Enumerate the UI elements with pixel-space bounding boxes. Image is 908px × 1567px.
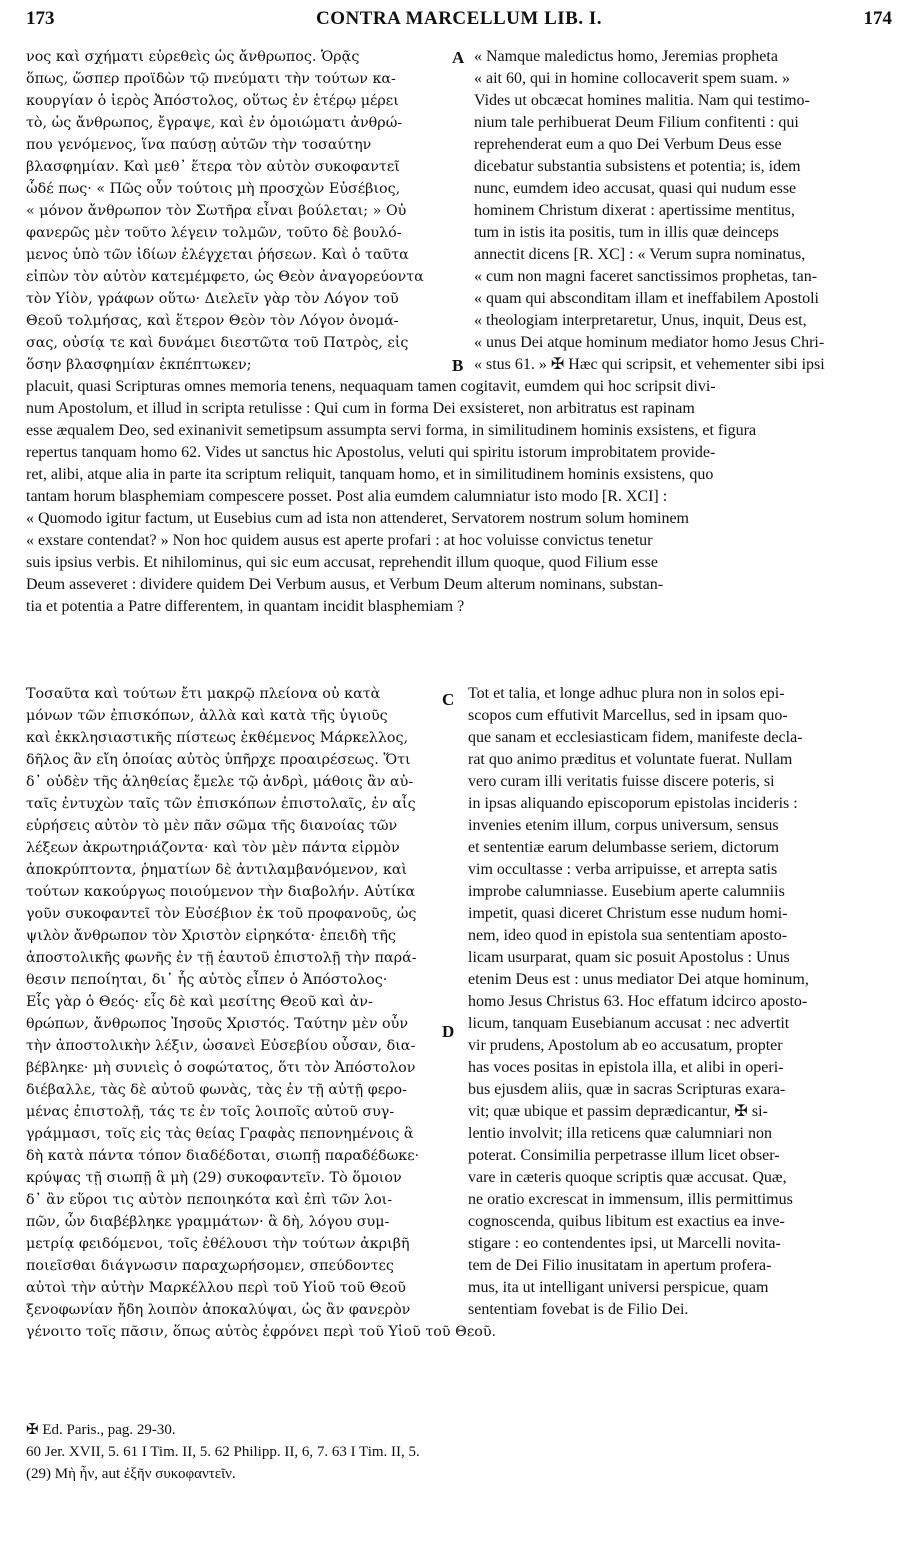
latin-line: repertus tanquam homo 62. Vides ut sanctus hic Apostolus, veluti qui spiritu istorum improbitatem provide- [26,444,716,461]
greek-line: « μόνον ἄνθρωπον τὸν Σωτῆρα εἶναι βούλεται; » Οὐ [26,203,407,219]
latin-line: tum in istis ita positis, tum in illis quæ deinceps [474,224,779,241]
latin-line: tia et potentia a Patre differentem, in quantam incidit blasphemiam ? [26,598,465,615]
margin-marker-a: A [452,48,465,67]
latin-line: poterat. Consimilia perpetrasse illum licet obser- [468,1147,780,1164]
latin-line: has voces positas in epistola illa, et alibi in operi- [468,1059,784,1076]
greek-line: σας, οὐσίᾳ τε καὶ δυνάμει διεστῶτα τοῦ Πατρὸς, εἰς [26,335,409,351]
latin-line: dicebatur substantia subsistens et potentia; is, idem [474,158,801,175]
latin-line: annectit dicens [R. XC] : « Verum supra nominatus, [474,246,806,263]
greek-line: ποιεῖσθαι διάγνωσιν παραχωρήσομεν, σπεύδοντες [26,1258,394,1274]
latin-line: suis ipsius verbis. Et nihilominus, qui sic eum accusat, reprehendit illum quoque, quod Filium esse [26,554,658,571]
greek-line: μενος ὑπὸ τῶν ἰδίων ἐλέγχεται ῥήσεων. Καὶ ὁ ταῦτα [26,247,409,263]
greek-line: τούτων κακούργως ποιούμενον τὴν διαβολήν. Αὐτίκα [26,884,416,900]
latin-line: improbe calumniasse. Eusebium aperte calumniis [468,883,785,900]
greek-line: βέβληκε· μὴ συνιεὶς ὁ σοφώτατος, ὅτι τὸν Ἀπόστολον [26,1060,416,1076]
greek-line: Τοσαῦτα καὶ τούτων ἔτι μακρῷ πλείονα οὐ κατὰ [26,686,381,702]
latin-line: vit; quæ ubique et passim deprædicantur, ✠ si- [468,1103,768,1120]
latin-line: hominem Christum dixerat : apertissime mentitus, [474,202,795,219]
greek-line: ταῖς ἐντυχὼν ταῖς τῶν ἐπισκόπων ἐπιστολαῖς, ἐν αἷς [26,796,416,812]
greek-line: καὶ ἐκκλησιαστικῆς πίστεως ἐκθέμενος Μάρκελλος, [26,730,409,746]
latin-line: mus, ita ut intelligant universi perspicue, quam [468,1279,769,1296]
latin-line: scopos cum effutivit Marcellus, sed in ipsam quo- [468,707,788,724]
greek-line: φανερῶς μὲν τοῦτο λέγειν τολμῶν, τοῦτο δὲ βουλό- [26,225,402,241]
latin-line: « stus 61. » ✠ Hæc qui scripsit, et vehementer sibi ipsi [474,356,825,373]
latin-line: et sententiæ earum delumbasse seriem, dictorum [468,839,780,856]
latin-line: que sanam et ecclesiasticam fidem, manifeste decla- [468,729,803,746]
running-title: CONTRA MARCELLUM LIB. I. [316,8,602,29]
latin-line: rat quo animo præditus et voluntate fuerat. Nullam [468,751,793,768]
latin-line: « Quomodo igitur factum, ut Eusebius cum ad ista non attenderet, Servatorem nostrum solum hominem [26,510,689,527]
latin-line: reprehenderat eum a quo Dei Verbum Deus esse [474,136,782,153]
latin-line: « unus Dei atque hominum mediator homo Jesus Chri- [474,334,825,351]
latin-line: « ait 60, qui in homine collocaverit spem suam. » [474,70,790,87]
greek-line: ξενοφωνίαν ἤδη λοιπὸν ἀποκαλύψαι, ὡς ἂν φανερὸν [26,1302,411,1318]
greek-line: δὴ κατὰ πάντα τόπον διαδέδοται, σιωπῇ παραδέδωκε· [26,1148,420,1164]
greek-line: μόνων τῶν ἐπισκόπων, ἀλλὰ καὶ κατὰ τῆς ὑγιοῦς [26,708,388,724]
greek-line: μένας ἐπιστολῇ, τάς τε ἐν τοῖς λοιποῖς αὐτοῦ συγ- [26,1104,395,1120]
margin-marker-b: B [452,356,464,375]
greek-column-top [26,46,452,376]
greek-line: ἀποκρύπτοντα, ῥηματίων δὲ ἀντιλαμβανόμενον, καὶ [26,862,408,878]
greek-line: εἰπὼν τὸν αὐτὸν κατεμέμφετο, ὡς Θεὸν ἀναγορεύοντα [26,269,424,285]
greek-line: ὅσην βλασφημίαν ἐκπέπτωκεν; [26,357,252,373]
column-number: 174 [863,8,892,29]
latin-line: « cum non magni faceret sanctissimos prophetas, tan- [474,268,818,285]
page-number: 173 [26,8,55,29]
greek-line: τὸ, ὡς ἄνθρωπος, ἔγραψε, καὶ ἐν ὁμοιώματι ἀνθρώ- [26,115,403,131]
latin-line: vir prudens, Apostolum ab eo accusatum, propter [468,1037,783,1054]
margin-marker-c: C [442,690,455,709]
greek-line: τὸν Υἱὸν, γράφων οὕτω· Διελεῖν γὰρ τὸν Λόγον τοῦ [26,291,399,307]
greek-line: γοῦν συκοφαντεῖ τὸν Εὐσέβιον ἐκ τοῦ προφανοῦς, ὡς [26,906,417,922]
latin-line: tem de Dei Filio inusitatam in apertum profera- [468,1257,772,1274]
greek-line: δῆλος ἂν εἴη ὁποίας αὐτὸς ὑπῆρχε προαιρέσεως. Ὅτι [26,752,411,768]
margin-marker-d: D [442,1022,455,1041]
latin-line: tantam horum blasphemiam compescere posset. Post alia eumdem calumniatur isto modo [R. XCI] : [26,488,668,505]
latin-line: Deum asseveret : dividere quidem Dei Verbum ausus, et Verbum Deum alterum nominans, substan- [26,576,664,593]
greek-line: λέξεων ἀκρωτηριάζοντα· καὶ τὸν μὲν πάντα εἱρμὸν [26,840,400,856]
greek-line: τὴν ἀποστολικὴν λέξιν, ὡσανεὶ Εὐσεβίου οὖσαν, δια- [26,1038,416,1054]
latin-line: impetit, quasi diceret Christum esse nudum homi- [468,905,788,922]
greek-line: νος καὶ σχήματι εὑρεθεὶς ὡς ἄνθρωπος. Ὁρᾷς [26,49,360,65]
greek-line: εὑρήσεις αὐτὸν τὸ μὲν πᾶν σῶμα τῆς διανοίας τῶν [26,818,398,834]
greek-line: μετρίᾳ φειδόμενοι, τοῖς ἐθέλουσι τὴν τούτων ἀκριβῆ [26,1236,410,1252]
footnote-line: 60 Jer. XVII, 5. 61 I Tim. II, 5. 62 Philipp. II, 6, 7. 63 I Tim. II, 5. [26,1444,420,1460]
greek-column-bottom [26,683,497,1343]
latin-column-top [474,46,898,376]
greek-line: κρύψας τῇ σιωπῇ ἃ μὴ (29) συκοφαντεῖν. Τὸ ὅμοιον [26,1170,402,1186]
latin-line: in ipsas aliquando episcoporum epistolas incideris : [468,795,798,812]
greek-line: δ᾽ ἂν εὕροι τις αὐτὸν πεποιηκότα καὶ ἐπὶ τῶν λοι- [26,1192,393,1208]
latin-line: ret, alibi, atque alia in parte ita scriptum reliquit, tanquam homo, et in similitudinem hominis exsistens, quo [26,466,714,483]
latin-line: Vides ut obcæcat homines malitia. Nam qui testimo- [474,92,810,109]
greek-line: αὐτοὶ τὴν αὐτὴν Μαρκέλλου περὶ τοῦ Υἱοῦ τοῦ Θεοῦ [26,1280,406,1296]
latin-column-bottom [468,683,898,1321]
latin-line: nem, ideo quod in epistola sua sententiam aposto- [468,927,788,944]
greek-line: Θεοῦ τολμήσας, καὶ ἕτερον Θεὸν τὸν Λόγον ὀνομά- [26,313,399,329]
latin-line: licam usurparat, quam sic posuit Apostolus : Unus [468,949,790,966]
latin-line: « Namque maledictus homo, Jeremias propheta [474,48,778,65]
latin-line: num Apostolum, et illud in scripta retulisse : Qui cum in forma Dei exsisteret, non arbitratus est rapinam [26,400,695,417]
greek-line: θρώπων, ἄνθρωπος Ἰησοῦς Χριστός. Ταύτην μὲν οὖν [26,1016,409,1032]
latin-line: « exstare contendat? » Non hoc quidem ausus est aperte profari : at hoc voluisse convictus tenetur [26,532,653,549]
page-header [26,8,892,38]
latin-line: lentio involvit; illa reticens quæ calumniari non [468,1125,772,1142]
footnotes [26,1419,898,1485]
greek-line: γράμμασι, τοῖς εἰς τὰς θείας Γραφὰς πεπονημένοις ἃ [26,1126,414,1142]
greek-line: δ᾽ οὐδὲν τῆς ἀληθείας ἔμελε τῷ ἀνδρὶ, μάθοις ἂν αὐ- [26,774,414,790]
latin-line: « theologiam interpretaretur, Unus, inquit, Deus est, [474,312,807,329]
greek-line: ὧδέ πως· « Πῶς οὖν τούτοις μὴ προσχὼν Εὐσέβιος, [26,181,401,197]
latin-line: esse æqualem Deo, sed exinanivit semetipsum assumpta servi forma, in similitudinem hominis exsistens, et figura [26,422,757,439]
greek-line: ψιλὸν ἄνθρωπον τὸν Χριστὸν εἰρηκότα· ἐπειδὴ τῆς [26,928,396,944]
latin-line: cognoscenda, quibus libitum est exactius ea inve- [468,1213,785,1230]
latin-line: « quam qui absconditam illam et ineffabilem Apostoli [474,290,819,307]
latin-line: sententiam fovebat is de Filio Dei. [468,1301,689,1318]
latin-line: licum, tanquam Eusebianum accusat : nec advertit [468,1015,790,1032]
footnote-line: (29) Μὴ ἦν, aut ἐξῆν συκοφαντεῖν. [26,1466,236,1482]
latin-line: placuit, quasi Scripturas omnes memoria tenens, nequaquam tamen cogitavit, eumdem qui hoc scripsit divi- [26,378,716,395]
latin-line: vim occultasse : verba arripuisse, et arrepta satis [468,861,778,878]
latin-full-width [26,376,898,618]
greek-line: διέβαλλε, τὰς δὲ αὐτοῦ φωνὰς, τὰς ἐν τῇ αὐτῇ φερο- [26,1082,407,1098]
latin-line: nium tale perhibuerat Deum Filium confitenti : qui [474,114,799,131]
latin-line: bus ejusdem aliis, quæ in sacras Scripturas exara- [468,1081,786,1098]
greek-line: θεσιν πεποίηται, δι᾽ ἧς αὐτὸς εἶπεν ὁ Ἀπόστολος· [26,972,388,988]
latin-line: vero curam illi veritatis fuisse discere poteris, si [468,773,775,790]
greek-line: γένοιτο τοῖς πᾶσιν, ὅπως αὐτὸς ἐφρόνει περὶ τοῦ Υἱοῦ τοῦ Θεοῦ. [26,1324,497,1340]
latin-line: nunc, eumdem ideo accusat, quasi qui nudum esse [474,180,797,197]
latin-line: Tot et talia, et longe adhuc plura non in solos epi- [468,685,785,702]
greek-line: που γενόμενος, ἵνα παύσῃ αὐτῶν τὴν τοσαύτην [26,137,372,153]
latin-line: etenim Deus est : unus mediator Dei atque hominum, [468,971,809,988]
greek-line: ὅπως, ὥσπερ προϊδὼν τῷ πνεύματι τὴν τούτων κα- [26,71,396,87]
latin-line: stigare : eo contendentes ipsi, ut Marcelli novita- [468,1235,781,1252]
latin-line: homo Jesus Christus 63. Hoc effatum idcirco aposto- [468,993,808,1010]
latin-line: invenies etenim illum, corpus universum, sensus [468,817,779,834]
greek-line: Εἷς γὰρ ὁ Θεός· εἷς δὲ καὶ μεσίτης Θεοῦ καὶ ἀν- [26,994,373,1010]
footnote-line: ✠ Ed. Paris., pag. 29-30. [26,1422,176,1438]
greek-line: κουργίαν ὁ ἱερὸς Ἀπόστολος, οὕτως ἐν ἑτέρῳ μέρει [26,93,399,109]
latin-line: ne oratio excrescat in immensum, illis permittimus [468,1191,793,1208]
greek-line: ἀποστολικῆς φωνῆς ἐν τῇ ἑαυτοῦ ἐπιστολῇ τὴν παρά- [26,950,417,966]
latin-line: vare in cæteris quoque scriptis quæ accusat. Quæ, [468,1169,787,1186]
greek-line: πῶν, ὧν διαβέβληκε γραμμάτων· ἃ δὴ, λόγου συμ- [26,1214,390,1230]
greek-line: βλασφημίαν. Καὶ μεθ᾽ ἕτερα τὸν αὐτὸν συκοφαντεῖ [26,159,400,175]
